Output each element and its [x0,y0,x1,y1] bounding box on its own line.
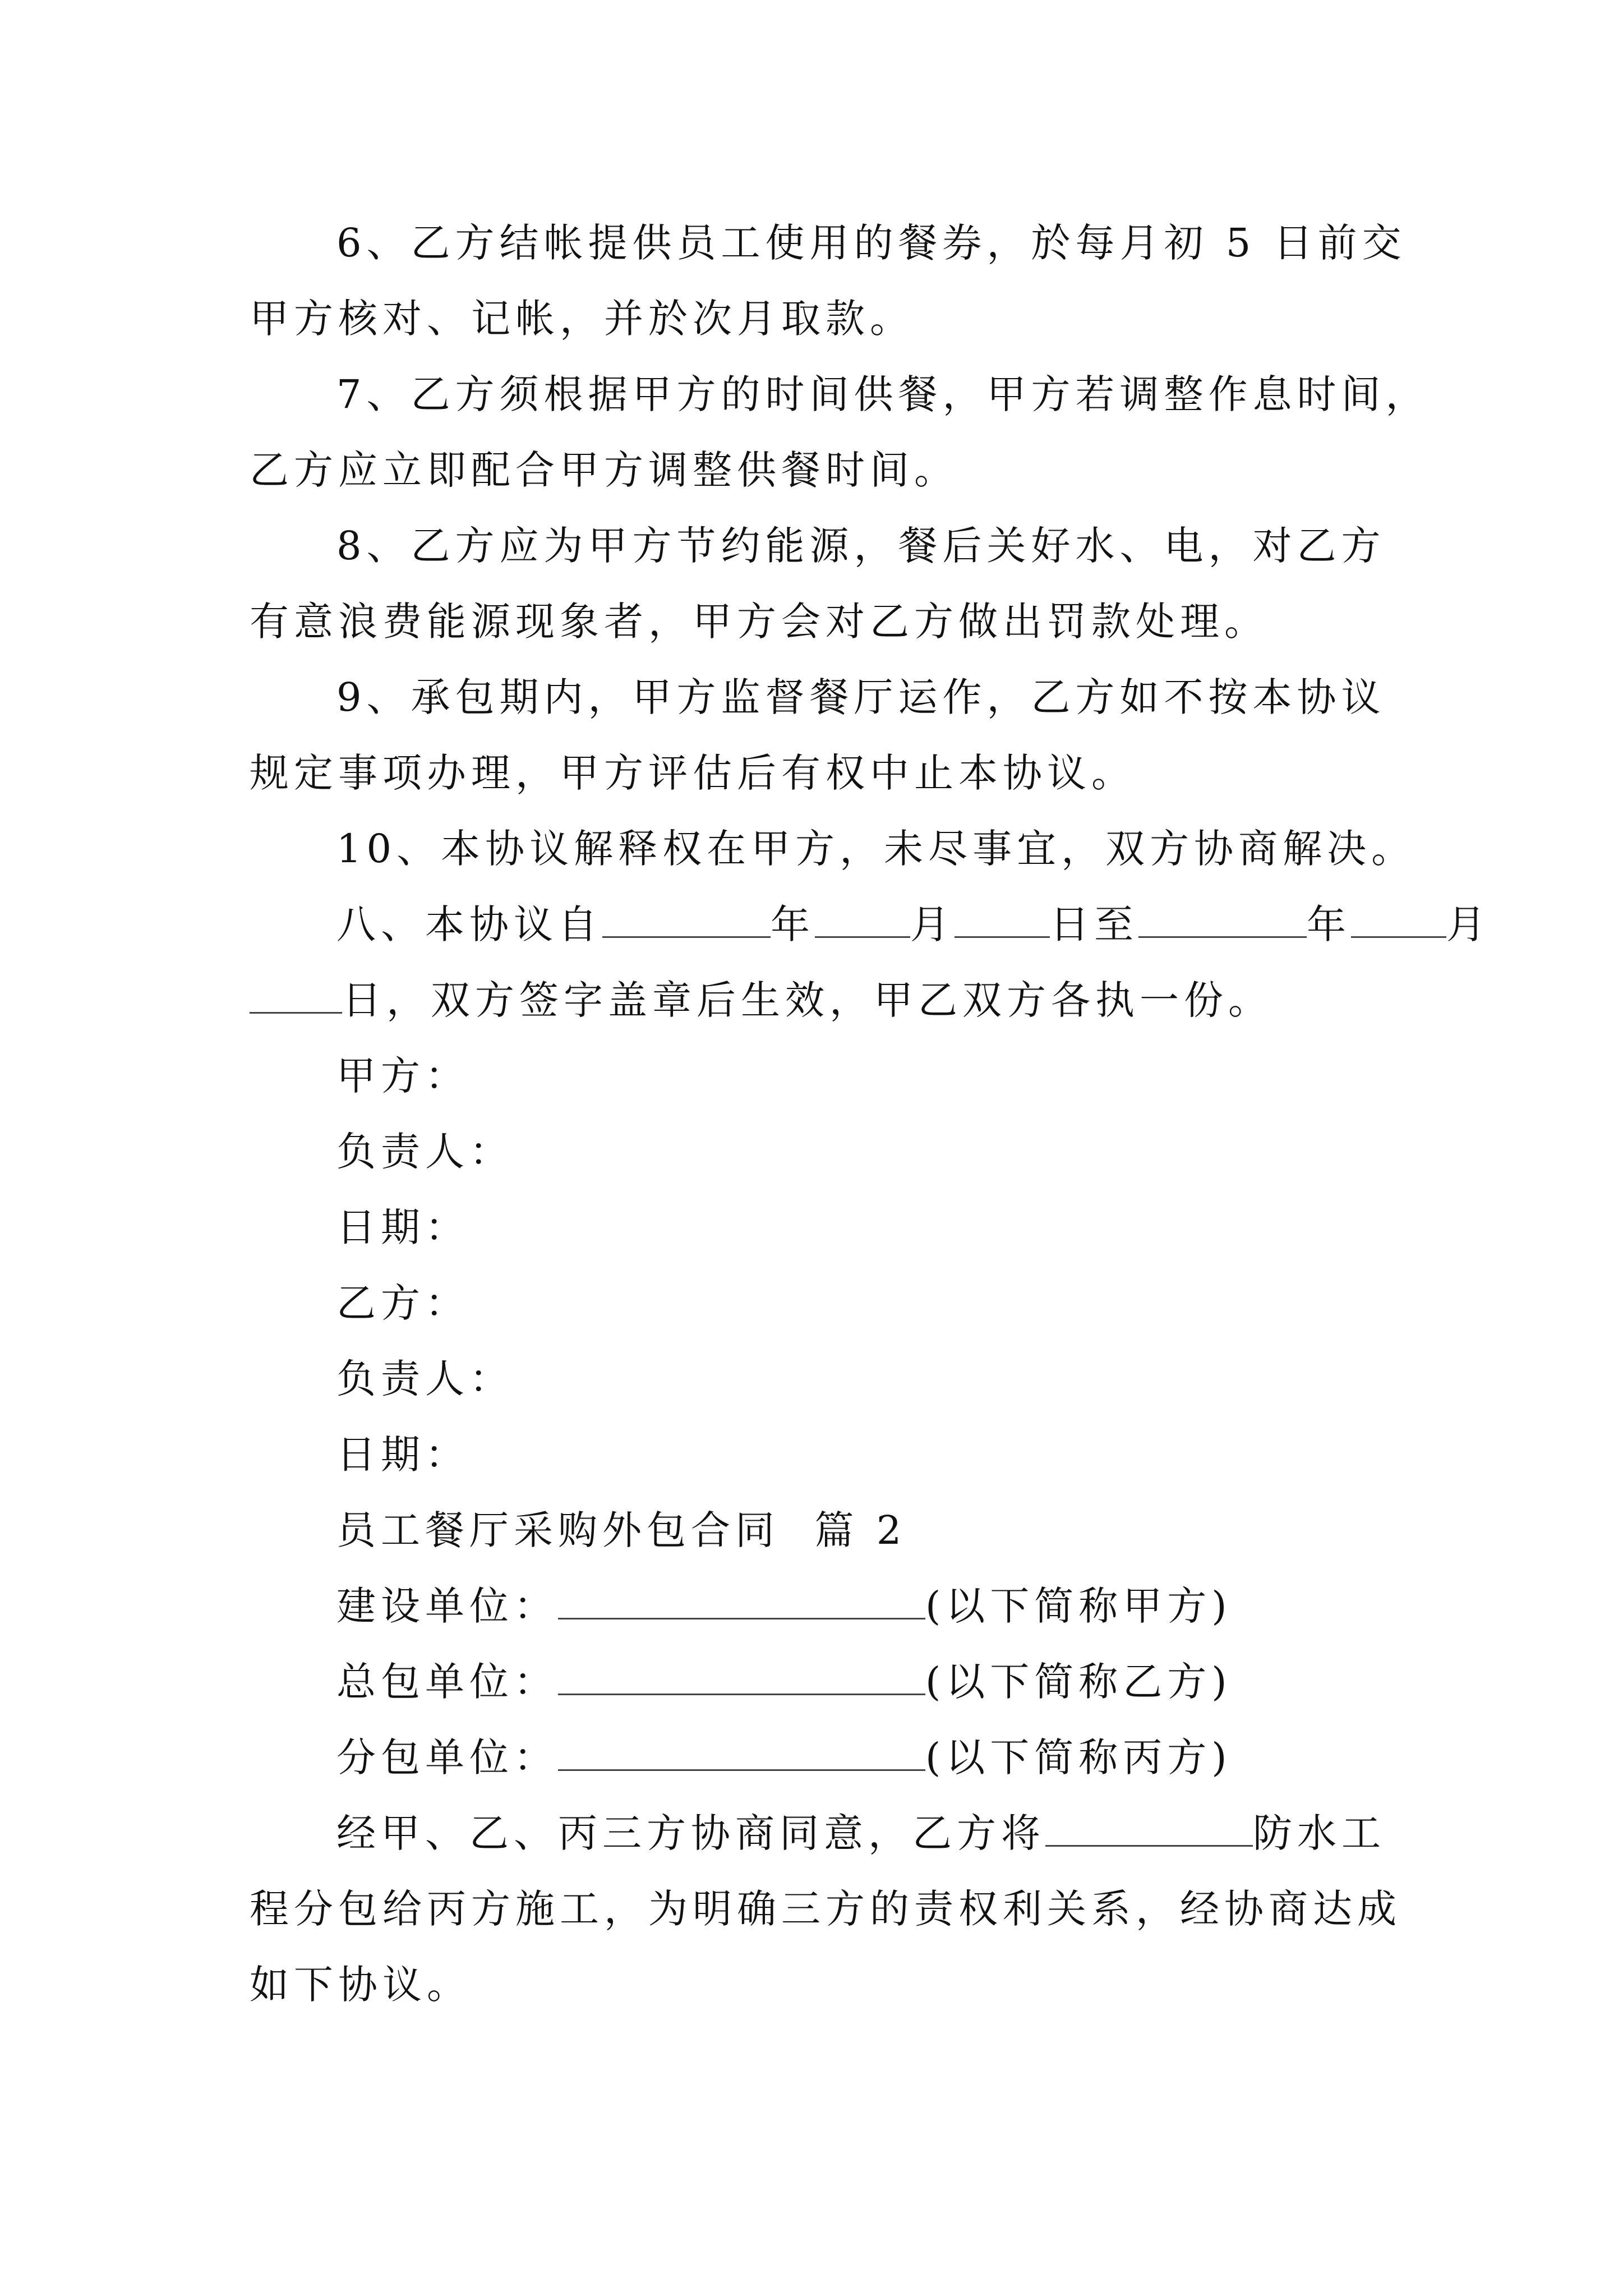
clause-7-line-2: 乙方应立即配合甲方调整供餐时间。 [250,447,958,493]
agreement-line-3: 如下协议。 [250,1962,471,2008]
term-year-2: 年 [1307,901,1351,947]
agreement-prefix: 经甲、乙、丙三方协商同意，乙方将 [336,1810,1045,1856]
construction-unit-blank [558,1583,925,1619]
clause-8-line-1: 8、乙方应为甲方节约能源，餐后关好水、电，对乙方 [336,523,1386,569]
party-a-label: 甲方： [336,1053,469,1099]
term-line-1 [336,898,1491,951]
clause-9-line-1: 9、承包期内，甲方监督餐厅运作，乙方如不按本协议 [336,674,1386,720]
blank-year-end [1138,901,1307,938]
term-month-2: 月 [1446,901,1491,947]
term-year-1: 年 [771,901,815,947]
agreement-suffix: 防水工 [1253,1810,1386,1856]
term-line-2-text: 日，双方签字盖章后生效，甲乙双方各执一份。 [342,977,1272,1023]
blank-month-start [815,901,910,938]
blank-day-end [250,977,342,1014]
blank-day-start [955,901,1050,938]
clause-10-line: 10、本协议解释权在甲方，未尽事宜，双方协商解决。 [336,826,1416,872]
clause-6-line-1: 6、乙方结帐提供员工使用的餐券，於每月初 5 日前交 [336,220,1407,266]
agreement-line-2: 程分包给丙方施工，为明确三方的责权利关系，经协商达成 [250,1886,1401,1932]
term-line-2 [250,973,1272,1027]
agreement-line-1 [336,1806,1386,1860]
clause-8-line-2: 有意浪费能源现象者，甲方会对乙方做出罚款处理。 [250,599,1269,645]
project-name-blank [1045,1810,1253,1847]
date-a-label: 日期： [336,1204,469,1250]
person-a-label: 负责人： [336,1129,514,1175]
blank-month-end [1351,901,1446,938]
general-unit-label: 总包单位： [336,1659,558,1705]
party-b-label: 乙方： [336,1280,469,1326]
clause-6-line-2: 甲方核对、记帐，并於次月取款。 [250,296,914,342]
sub-unit-note: (以下简称丙方) [925,1734,1232,1780]
sub-unit-line [336,1731,1232,1784]
general-unit-blank [558,1659,925,1695]
blank-year-start [602,901,771,938]
general-unit-line [336,1655,1232,1709]
construction-unit-label: 建设单位： [336,1583,558,1629]
section-title: 员工餐厅采购外包合同 篇 2 [336,1507,907,1553]
term-day-1: 日至 [1050,901,1138,947]
term-month-1: 月 [910,901,955,947]
date-b-label: 日期： [336,1432,469,1478]
term-prefix: 八、本协议自 [336,901,602,947]
general-unit-note: (以下简称乙方) [925,1659,1232,1705]
clause-7-line-1: 7、乙方须根据甲方的时间供餐，甲方若调整作息时间， [336,371,1430,417]
sub-unit-label: 分包单位： [336,1734,558,1780]
construction-unit-line [336,1579,1232,1633]
person-b-label: 负责人： [336,1356,514,1402]
sub-unit-blank [558,1734,925,1771]
clause-9-line-2: 规定事项办理，甲方评估后有权中止本协议。 [250,750,1136,796]
construction-unit-note: (以下简称甲方) [925,1583,1232,1629]
